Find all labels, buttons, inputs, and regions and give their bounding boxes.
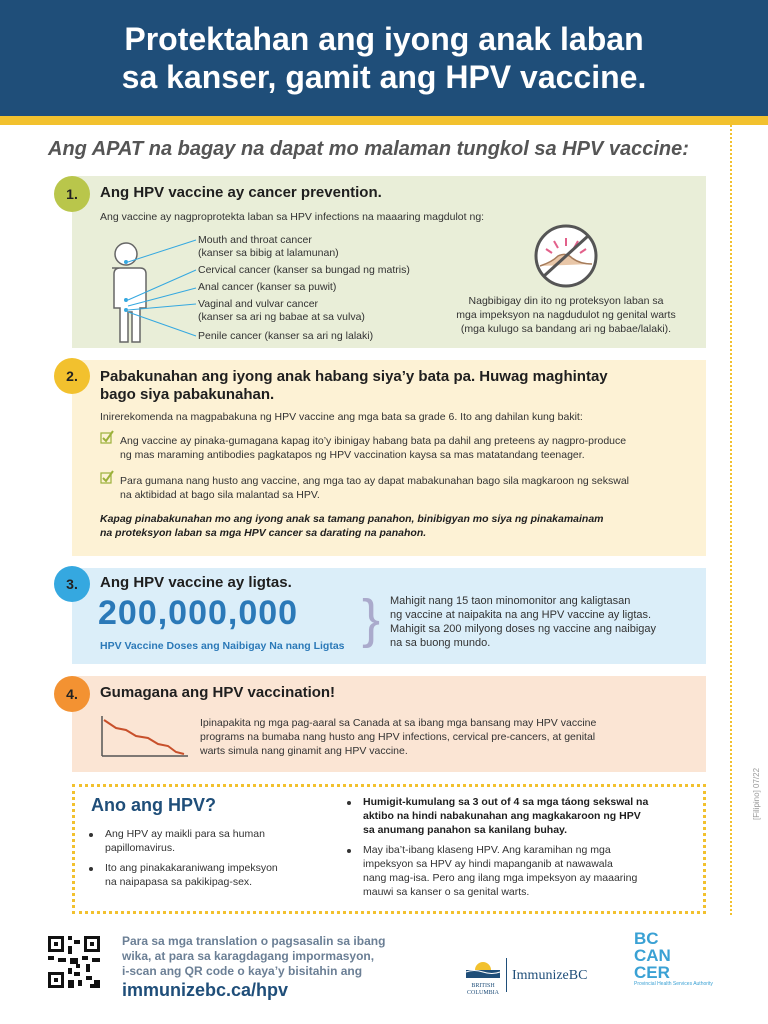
- hpv-fact-2: Ito ang pinakakaraniwang impeksyon na naipapasa sa pakikipag-sex.: [105, 862, 278, 888]
- section-4-title: Gumagana ang HPV vaccination!: [100, 684, 336, 701]
- bc-logo-line-1: BRITISH: [471, 983, 495, 989]
- section-3-title: Ang HPV vaccine ay ligtas.: [100, 574, 292, 591]
- checkmark-icon: [100, 470, 114, 484]
- section-2-number: 2.: [54, 358, 90, 394]
- immunizebc-logo: ImmunizeBC: [512, 968, 588, 983]
- hpv-fact-1: Ang HPV ay maikli para sa human papillomavirus.: [105, 828, 265, 854]
- document-code: [Filipino] 07/22: [752, 767, 761, 820]
- cancer-item: Cervical cancer (kanser sa bungad ng matris): [198, 264, 410, 276]
- cancer-item: Anal cancer (kanser sa puwit): [198, 281, 337, 293]
- hpv-box-title: Ano ang HPV?: [91, 795, 216, 815]
- decline-chart-icon: [100, 714, 190, 758]
- section-1-title: Ang HPV vaccine ay cancer prevention.: [100, 184, 382, 201]
- bc-cancer-line-1: BC: [634, 929, 659, 948]
- section-2-intro: Inirerekomenda na magpabakuna ng HPV vaccine ang mga bata sa grade 6. Ito ang dahilan kung bakit:: [100, 411, 583, 423]
- logo-divider: [506, 958, 507, 992]
- bullet-dot: [347, 849, 351, 853]
- footer-text: Para sa mga translation o pagsasalin sa ibang wika, at para sa karagdagang impormasyon, i-scan ang QR code o kaya’y bisitahin ang: [122, 934, 386, 978]
- cancer-item: Vaginal and vulvar cancer (kanser sa ari ng babae at sa vulva): [198, 298, 365, 323]
- wart-prohibited-icon: [520, 224, 612, 288]
- bc-cancer-tagline: Provincial Health Services Authority: [634, 981, 713, 987]
- brace-decoration: }: [362, 589, 381, 649]
- hpv-fact-3: Humigit-kumulang sa 3 out of 4 sa mga táong sekswal na aktibo na hindi nabakunahan ang magkakaroon ng HPV sa anumang panahon sa kanilang buhay.: [363, 796, 649, 836]
- section-4-text: Ipinapakita ng mga pag-aaral sa Canada at sa ibang mga bansang may HPV vaccine programs na bumaba nang husto ang HPV infections, cervical pre-cancers, at genital warts simula nang ginamit ang HPV vaccine.: [200, 717, 597, 757]
- title-line-2: sa kanser, gamit ang HPV vaccine.: [121, 59, 647, 95]
- section-3-text: Mahigit nang 15 taon minomonitor ang kaligtasan ng vaccine at naipakita na ang HPV vaccine ay ligtas. Mahigit sa 200 milyong doses ng vaccine ang naibigay na sa buong mundo.: [390, 595, 656, 649]
- bc-logo-line-2: COLUMBIA: [466, 990, 499, 996]
- qr-code-icon[interactable]: [46, 934, 102, 990]
- section-2-title: Pabakunahan ang iyong anak habang siya’y bata pa. Huwag maghintay bago siya pabakunahan.: [100, 368, 608, 403]
- side-dotted-rule: [730, 125, 732, 915]
- reason-2: Para gumana nang husto ang vaccine, ang mga tao ay dapat mabakunahan bago sila magkaroon ng sekswal na aktibidad at bago sila malantad sa HPV.: [120, 475, 630, 501]
- checkmark-icon: [100, 430, 114, 444]
- footer-url-link[interactable]: immunizebc.ca/hpv: [122, 980, 289, 1000]
- what-is-hpv-box: [72, 784, 706, 914]
- section-3-number: 3.: [54, 566, 90, 602]
- header-stripe: [0, 116, 768, 125]
- section-4: [72, 676, 706, 772]
- section-1-intro: Ang vaccine ay nagproprotekta laban sa HPV infections na maaaring magdulot ng:: [100, 211, 485, 223]
- subtitle: Ang APAT na bagay na dapat mo malaman tungkol sa HPV vaccine:: [48, 138, 689, 160]
- section-1: [72, 176, 706, 348]
- bc-sun-icon: [462, 956, 504, 978]
- section-3: [72, 568, 706, 664]
- bullet-dot: [89, 833, 93, 837]
- british-columbia-logo: [462, 956, 504, 996]
- bc-cancer-line-3: CER: [634, 963, 670, 982]
- title-line-1: Protektahan ang iyong anak laban: [124, 21, 644, 57]
- body-figure-icon: [86, 232, 206, 344]
- doses-label: HPV Vaccine Doses ang Naibigay Na nang Ligtas: [100, 640, 345, 652]
- section-2: [72, 360, 706, 556]
- bullet-dot: [89, 867, 93, 871]
- section-2-emphasis: Kapag pinabakunahan mo ang iyong anak sa tamang panahon, binibigyan mo siya ng pinakamainam na proteksyon laban sa mga HPV cancer sa darating na panahon.: [100, 513, 604, 539]
- doses-number: 200,000,000: [98, 594, 299, 632]
- section-4-number: 4.: [54, 676, 90, 712]
- reason-1: Ang vaccine ay pinaka-gumagana kapag ito’y ibinigay habang bata pa dahil ang preteens ay nagpro-produce ng mas maraming antibodies pagkatapos ng HPV vaccination kaysa sa mas matatandang teenager.: [120, 435, 627, 461]
- section-1-number: 1.: [54, 176, 90, 212]
- hpv-fact-4: May iba’t-ibang klaseng HPV. Ang karamihan ng mga impeksyon sa HPV ay hindi mapanganib at nawawala nang mag-isa. Pero ang ilang mga impeksyon ay maaaring mauwi sa kanser o sa genital warts.: [363, 844, 638, 898]
- cancer-item: Mouth and throat cancer (kanser sa bibig at lalamunan): [198, 234, 339, 259]
- cancer-item: Penile cancer (kanser sa ari ng lalaki): [198, 330, 374, 342]
- bc-cancer-logo: [634, 930, 713, 988]
- bullet-dot: [347, 801, 351, 805]
- warts-text: Nagbibigay din ito ng proteksyon laban sa mga impeksyon na nagdudulot ng genital warts (mga kulugo sa bandang ari ng babae/lalaki).: [456, 295, 676, 335]
- bc-cancer-line-2: CAN: [634, 946, 671, 965]
- page-title: [0, 20, 768, 96]
